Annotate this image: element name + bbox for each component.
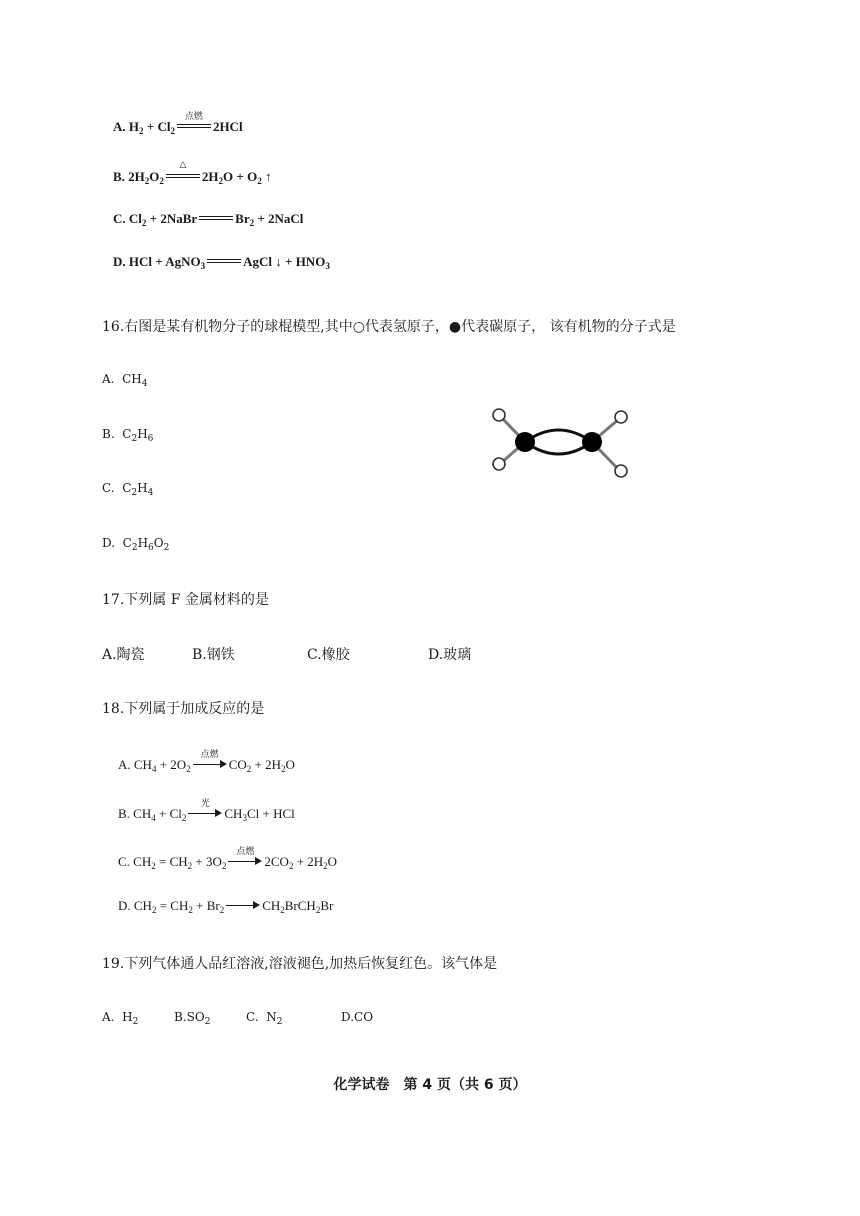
q17-option-b: B.钢铁 <box>192 647 235 663</box>
q18-option-a: A. $CH_4 + 2O_2$ 点燃 $CO_2 + 2H_2O$ <box>118 749 295 774</box>
q19-option-a: A. $H_2$ <box>102 1010 139 1027</box>
question-16-stem: 16.右图是某有机物分子的球棍模型,其中○代表氢原子，●代表碳原子， 该有机物的分子式是 <box>102 319 676 335</box>
ball-and-stick-model <box>482 400 642 486</box>
c-c-double-bond-lower <box>525 442 592 454</box>
hydrogen-atom <box>493 458 505 470</box>
q15-option-a: A. $H_2 + Cl_2$ 点燃 2HCl <box>113 111 243 136</box>
q19-option-b: $B.SO_2$ <box>174 1010 211 1027</box>
reaction-condition <box>207 254 241 268</box>
q16-option-c: C. $C_2H_4$ <box>102 481 154 498</box>
q15-option-b: B. $2H_2O_2$ △ $2H_2O + O_2$ ↑ <box>113 159 272 186</box>
hydrogen-atom <box>615 465 627 477</box>
reaction-condition: △ <box>166 169 200 183</box>
reaction-condition: 光 <box>188 806 222 820</box>
q18-option-b: B. $CH_4 + Cl_2$ 光 $CH_3Cl$ + HCl <box>118 798 295 823</box>
question-18-stem: 18.下列属于加成反应的是 <box>102 701 265 717</box>
q15-option-c: C. $Cl_2$ + 2NaBr $Br_2$ + 2NaCl <box>113 211 304 228</box>
q18-option-d: D. $CH_2 = CH_2 + Br_2$ $CH_2BrCH_2Br$ <box>118 898 334 915</box>
carbon-atom <box>582 432 602 452</box>
q19-option-d: D.CO <box>341 1010 374 1024</box>
c-c-double-bond-upper <box>525 430 592 442</box>
hydrogen-atom <box>493 409 505 421</box>
q16-option-b: B. $C_2H_6$ <box>102 427 154 444</box>
carbon-atom <box>515 432 535 452</box>
q17-option-d: D.玻璃 <box>428 647 472 663</box>
page-footer: 化学试卷 第 4 页（共 6 页） <box>333 1077 527 1093</box>
question-19-stem: 19.下列气体通人品红溶液,溶液褪色,加热后恢复红色。该气体是 <box>102 956 498 972</box>
q16-option-d: D. $C_2H_6O_2$ <box>102 536 170 553</box>
reaction-condition: 点燃 <box>193 757 227 771</box>
q19-option-c: C. $N_2$ <box>246 1010 283 1027</box>
question-17-stem: 17.下列属 F 金属材料的是 <box>102 592 269 608</box>
reaction-condition <box>199 211 233 225</box>
hydrogen-atom <box>615 411 627 423</box>
q16-option-a: A. $CH_4$ <box>102 372 148 389</box>
q18-option-c: C. $CH_2 = CH_2 + 3O_2$ 点燃 $2CO_2 + 2H_2O$ <box>118 846 338 871</box>
q17-option-a: A.陶瓷 <box>102 647 145 663</box>
reaction-arrow <box>226 898 260 912</box>
q17-option-c: C.橡胶 <box>307 647 350 663</box>
reaction-condition: 点燃 <box>228 854 262 868</box>
reaction-condition: 点燃 <box>177 119 211 133</box>
q15-option-d: D. HCl + AgNO$_3$ AgCl ↓ + $HNO_3$ <box>113 254 330 271</box>
